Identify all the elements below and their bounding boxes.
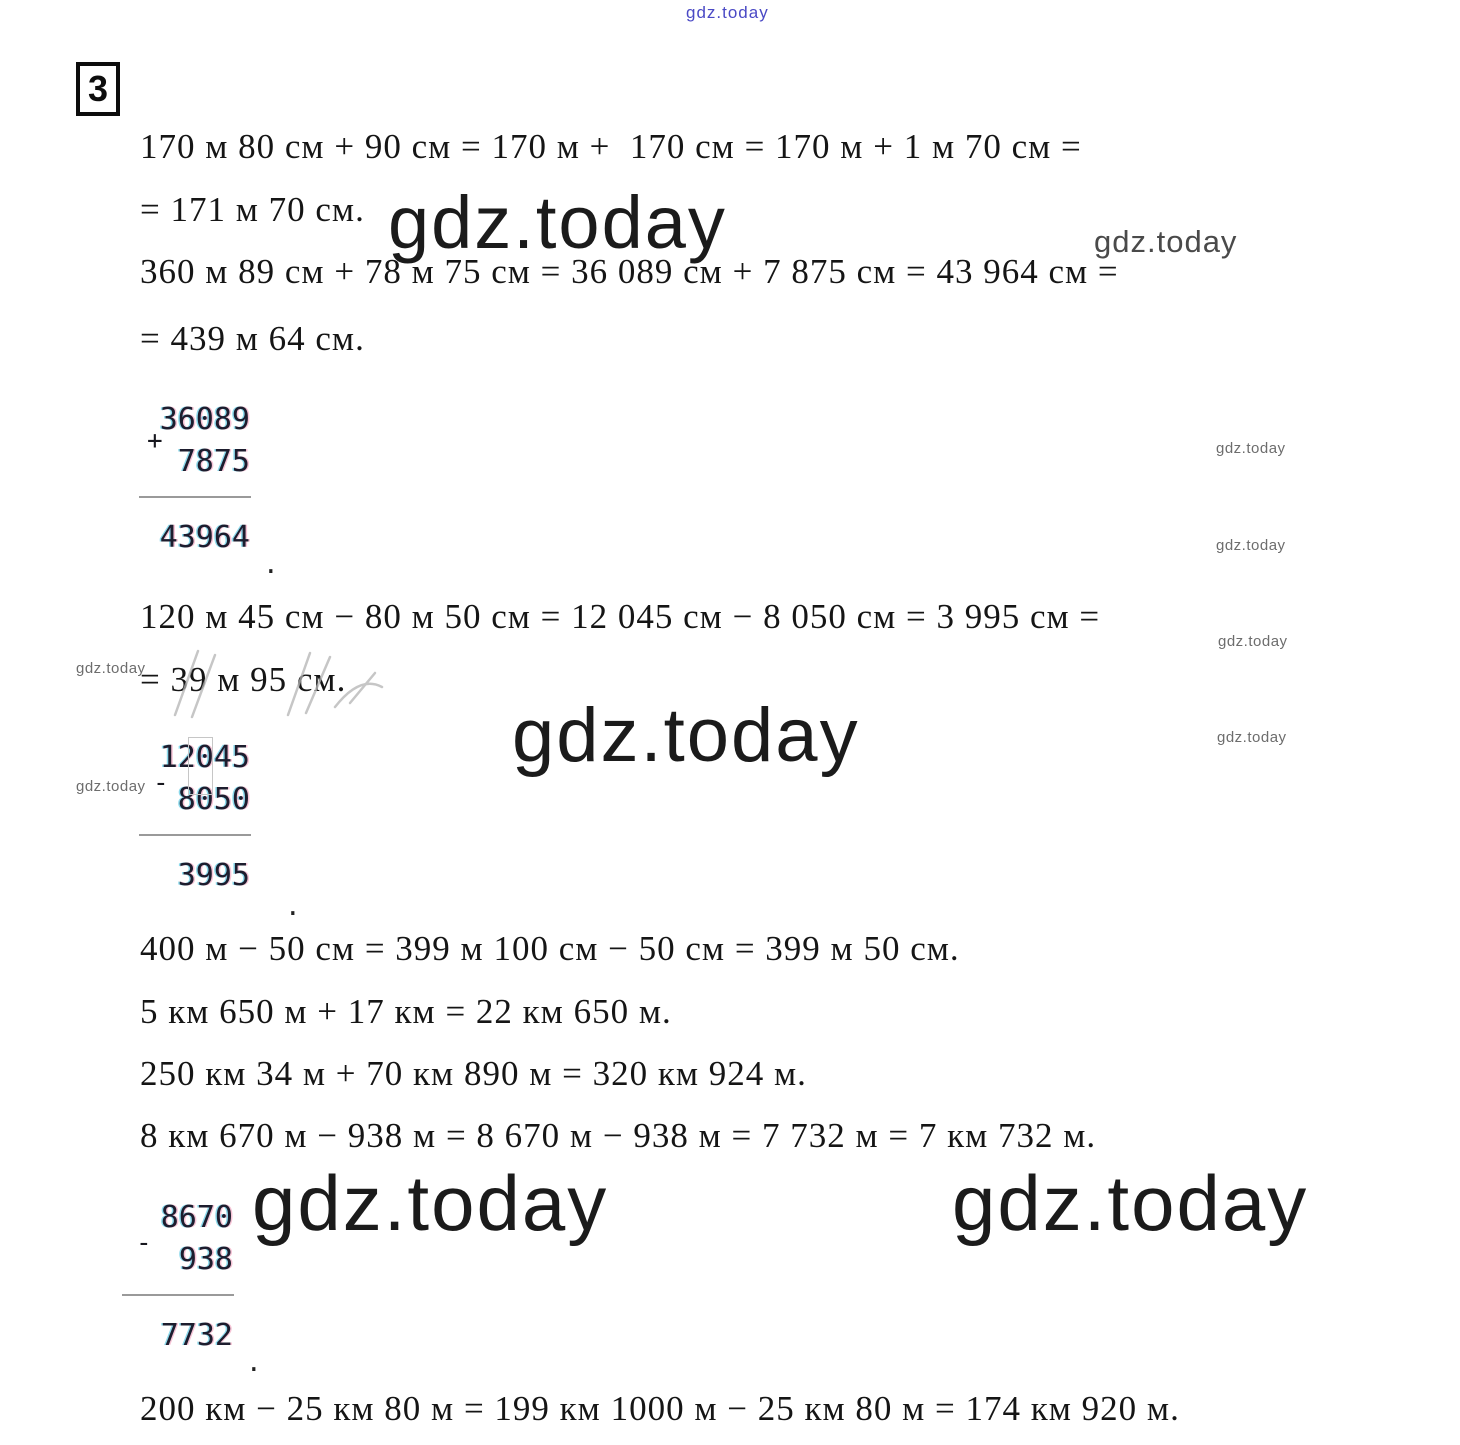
equation-line-4: = 439 м 64 см. (140, 319, 365, 358)
difference-result: 7732 (160, 1318, 233, 1353)
period-mark: . (263, 550, 279, 580)
equation-line-6: = 39 м 95 см. (140, 660, 347, 699)
sum-result: 43964 (159, 520, 250, 555)
watermark-gdz-gray-right: gdz.today (1094, 224, 1238, 259)
equation-line-10: 8 км 670 м − 938 м = 8 670 м − 938 м = 7 732 м = 7 км 732 м. (140, 1116, 1097, 1155)
watermark-gdz-top: gdz.today (686, 3, 769, 22)
minus-operator: - (136, 1228, 152, 1258)
watermark-gdz-small-4: gdz.today (1217, 729, 1287, 746)
equation-line-11: 200 км − 25 км 80 м = 199 км 1000 м − 25 км 80 м = 174 км 920 м. (140, 1389, 1180, 1428)
equation-line-1: 170 м 80 см + 90 см = 170 м + 170 см = 170 м + 1 м 70 см = (140, 127, 1082, 166)
addend-top: 36089 (159, 402, 250, 437)
vinculum-line (139, 496, 251, 498)
equation-line-8: 5 км 650 м + 17 км = 22 км 650 м. (140, 992, 672, 1031)
watermark-gdz-large-bottom-left: gdz.today (252, 1159, 609, 1247)
addend-bottom: 7875 (177, 444, 250, 479)
period-mark: . (246, 1348, 262, 1378)
subtrahend: 8050 (177, 782, 250, 817)
watermark-gdz-small-3: gdz.today (1218, 633, 1288, 650)
pencil-marks (120, 645, 390, 720)
period-mark: . (285, 892, 301, 922)
watermark-gdz-small-left-1: gdz.today (76, 660, 146, 677)
equation-line-9: 250 км 34 м + 70 км 890 м = 320 км 924 м. (140, 1054, 807, 1093)
equation-line-5: 120 м 45 см − 80 м 50 см = 12 045 см − 8 050 см = 3 995 см = (140, 597, 1101, 636)
equation-line-2: = 171 м 70 см. (140, 190, 365, 229)
equation-line-7: 400 м − 50 см = 399 м 100 см − 50 см = 399 м 50 см. (140, 929, 960, 968)
minuend: 12045 (159, 740, 250, 775)
equation-line-3: 360 м 89 см + 78 м 75 см = 36 089 см + 7 875 см = 43 964 см = (140, 252, 1119, 291)
plus-operator: + (147, 426, 163, 456)
watermark-gdz-large-1: gdz.today (388, 181, 727, 264)
problem-number-badge: 3 (76, 62, 120, 116)
watermark-gdz-small-left-2: gdz.today (76, 778, 146, 795)
difference-result: 3995 (177, 858, 250, 893)
watermark-gdz-large-bottom-right: gdz.today (952, 1159, 1309, 1247)
vinculum-line (139, 834, 251, 836)
watermark-gdz-large-center: gdz.today (512, 693, 860, 778)
scan-artifact-box (188, 737, 213, 795)
vinculum-line (122, 1294, 234, 1296)
watermark-gdz-small-1: gdz.today (1216, 440, 1286, 457)
subtrahend: 938 (178, 1242, 233, 1277)
watermark-gdz-small-2: gdz.today (1216, 537, 1286, 554)
minus-operator: - (153, 768, 169, 798)
minuend: 8670 (160, 1200, 233, 1235)
